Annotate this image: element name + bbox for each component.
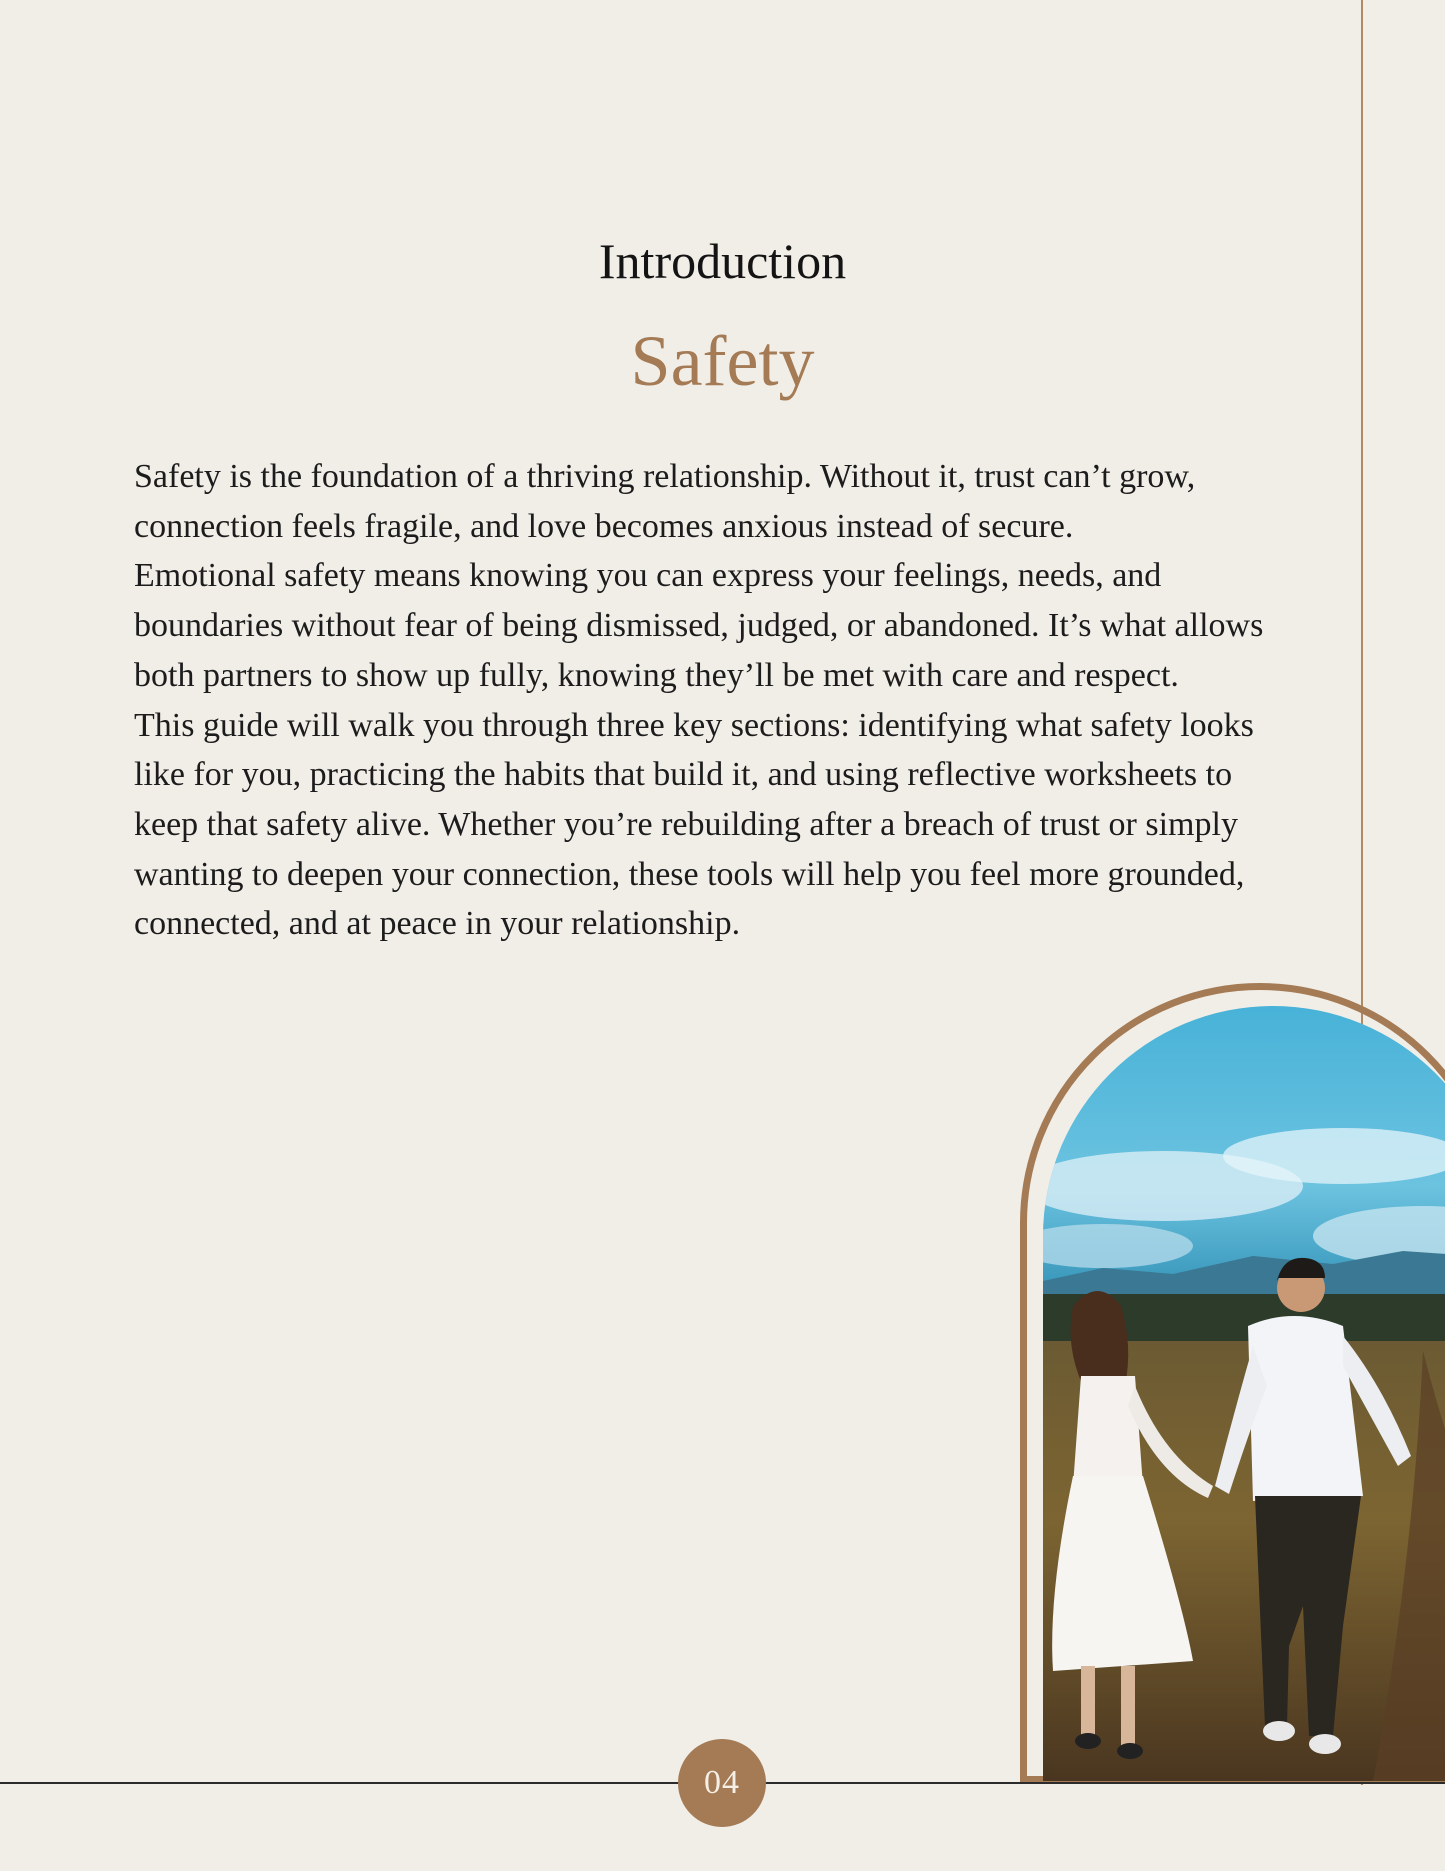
page-number-badge: 04	[678, 1739, 766, 1827]
paragraph-3: This guide will walk you through three key sections: identifying what safety looks like for you, practicing the habits that build it, and using reflective worksheets to keep that safety alive. Whether you’re rebuilding after a breach of trust or simply wanting to deepen your connection, these tools will help you feel more grounded, connected, and at peace in your relationship.	[134, 706, 1254, 943]
arch-photo-frame	[1020, 983, 1445, 1783]
couple-photo	[1043, 1006, 1445, 1781]
paragraph-2: Emotional safety means knowing you can express your feelings, needs, and boundaries without fear of being dismissed, judged, or abandoned. It’s what allows both partners to show up fully, knowing they’ll be met with care and respect.	[134, 557, 1264, 694]
intro-body	[134, 452, 1304, 949]
page-title: Safety	[630, 321, 815, 401]
paragraph-1: Safety is the foundation of a thriving relationship. Without it, trust can’t grow, connection feels fragile, and love becomes anxious instead of secure.	[134, 458, 1196, 545]
section-eyebrow: Introduction	[598, 233, 847, 289]
